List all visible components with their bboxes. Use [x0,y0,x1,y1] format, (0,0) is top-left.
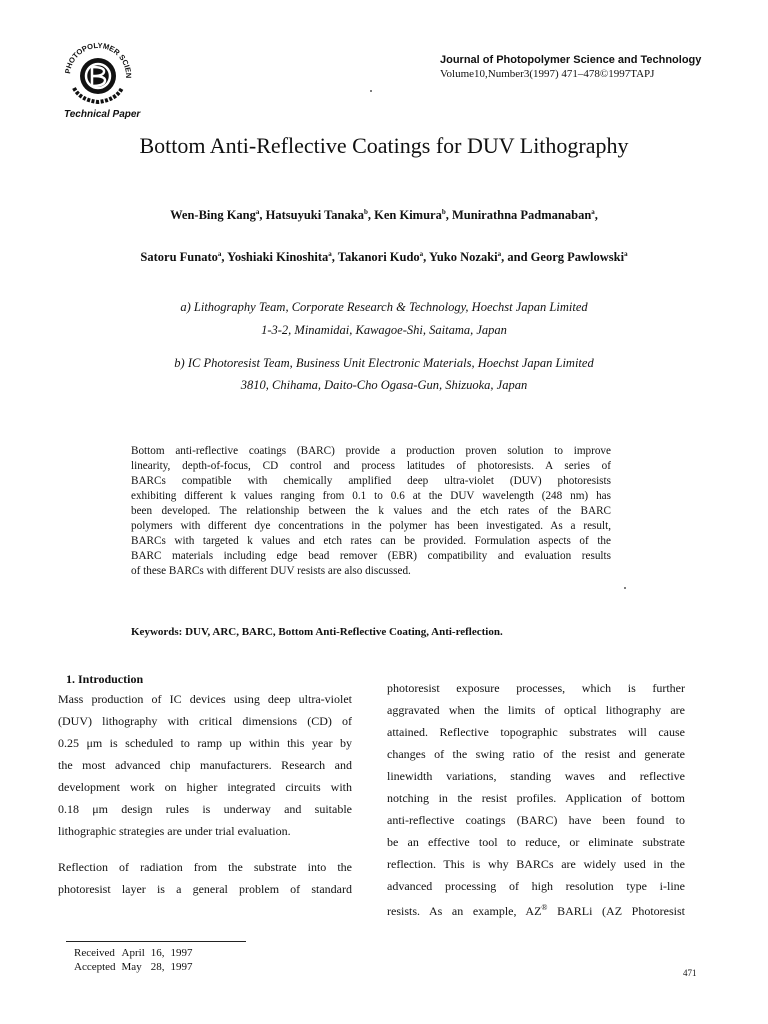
speck [370,90,372,92]
body-line: changes of the swing ratio of the resist and generate [387,747,685,761]
body-line: the most advanced chip manufacturers. Research and [58,758,352,772]
author: Yoshiaki Kinoshita [227,250,329,265]
speck [624,587,626,589]
body-line: 0.25 μm is scheduled to ramp up within this year by [58,736,352,750]
author-affil-sup: a [591,208,595,216]
body-line: Mass production of IC devices using deep ultra-violet [58,692,352,706]
body-line: notching in the resist profiles. Application of bottom [387,791,685,805]
body-line: (DUV) lithography with critical dimensions (CD) of [58,714,352,728]
author-sep: , [423,250,429,265]
author-affil-sup: a [497,250,502,258]
author-sep: , [367,208,375,223]
author: Ken Kimura [374,208,442,223]
svg-text:PHOTOPOLYMER SCIENCE: PHOTOPOLYMER SCIEN [63,40,134,79]
journal-volume: Volume10,Number3(1997) 471–478©1997TAPJ [440,68,655,80]
author-sep: , and [501,250,531,265]
authors-line-2 [0,250,768,265]
authors-line-1 [0,208,768,223]
received-dates [74,946,199,974]
body-line: linewidth variations, standing waves and reflective [387,769,685,783]
body-line: attained. Reflective topographic substrates will cause [387,725,685,739]
keywords: Keywords: DUV, ARC, BARC, Bottom Anti-Reflective Coating, Anti-reflection. [131,626,503,638]
body-text: BARLi (AZ Photoresist [547,904,685,918]
paper-title: Bottom Anti-Reflective Coatings for DUV Lithography [139,133,629,158]
journal-logo [60,40,142,110]
body-line: advanced processing of high resolution type i-line [387,879,685,893]
received-year: 1997 [170,947,193,959]
author: Munirathna Padmanaban [452,208,592,223]
body-text: resists. As an example, AZ [387,904,542,918]
body-line: aggravated when the limits of optical lithography are [387,703,685,717]
body-line: 0.18 μm design rules is underway and suitable [58,802,352,816]
affiliation-a-line-2: 1-3-2, Minamidai, Kawagoe-Shi, Saitama, Japan [261,323,507,337]
author: Takanori Kudo [337,250,420,265]
section-heading: 1. Introduction [66,672,144,686]
author-sep: , [221,250,228,265]
abstract-line: linearity, depth-of-focus, CD control and process latitudes of photoresists. A series of [131,460,611,472]
accepted-year: 1997 [170,961,193,973]
affiliation-a-line-1: a) Lithography Team, Corporate Research & Technology, Hoechst Japan Limited [180,300,588,314]
author-sep: , [259,208,266,223]
body-line: photoresist exposure processes, which is further [387,681,685,695]
affiliation-b-line-2: 3810, Chihama, Daito-Cho Ogasa-Gun, Shizuoka, Japan [240,378,528,392]
abstract-line: been developed. The relationship between the k values and the etch rates of the BARC [131,505,611,517]
accepted-month: May [121,961,142,973]
author-affil-sup: a [624,250,628,258]
received-month: April [121,947,145,959]
abstract-line: BARC materials including edge bead remover (EBR) compatibility and evaluation results [131,550,611,562]
page-number: 471 [683,968,697,978]
abstract [131,444,611,579]
abstract-line: BARCs with targeted k values and etch rates can be provided. Formulation aspects of the [131,535,611,547]
author: Georg Pawlowski [530,250,625,265]
journal-seal-icon [60,40,142,110]
accepted-label: Accepted [74,961,116,973]
abstract-line: Bottom anti-reflective coatings (BARC) provide a production proven solution to improve [131,445,611,457]
body-line: development work on higher integrated circuits with [58,780,352,794]
abstract-line: polymers with different dye concentrations in the polymer has been investigated. As a result, [131,520,611,532]
author: Hatsuyuki Tanaka [265,208,364,223]
accepted-row [74,960,199,974]
paper-type-label: Technical Paper [64,109,141,120]
accepted-day: 28, [150,961,165,973]
received-day: 16, [150,947,165,959]
author-affil-sup: a [419,250,424,258]
author-affil-sup: b [441,208,446,216]
left-column [58,670,352,900]
body-line: Reflection of radiation from the substrate into the [58,860,352,874]
body-line: reflection. This is why BARCs are widely used in the [387,857,685,871]
body-line: anti-reflective coatings (BARC) have been found to [387,813,685,827]
body-line: photoresist layer is a general problem of standard [58,882,352,896]
affiliation-b-line-1: b) IC Photoresist Team, Business Unit Electronic Materials, Hoechst Japan Limited [174,356,594,370]
author-affil-sup: b [363,208,368,216]
received-row [74,946,199,960]
footnote-rule [66,941,246,942]
journal-name: Journal of Photopolymer Science and Technology [440,54,702,66]
author-sep: , [594,208,598,223]
author: Satoru Funato [140,250,218,265]
author-affil-sup: a [217,250,222,258]
author-affil-sup: a [328,250,332,258]
abstract-line: BARCs compatible with chemically amplified deep ultra-violet (DUV) photoresists [131,475,611,487]
registered-mark: ® [541,903,548,912]
author-sep: , [331,250,338,265]
author: Wen-Bing Kang [170,208,256,223]
abstract-line: exhibiting different k values ranging from 0.1 to 0.6 at the DUV wavelength (248 nm) has [131,490,611,502]
journal-header [440,54,710,80]
body-line: lithographic strategies are under trial evaluation. [58,824,291,838]
body-line [387,897,685,922]
right-column [387,677,685,922]
author-sep: , [445,208,452,223]
body-line: be an effective tool to reduce, or eliminate substrate [387,835,685,849]
abstract-line: of these BARCs with different DUV resists are also discussed. [131,565,411,577]
author: Yuko Nozaki [428,250,498,265]
author-affil-sup: a [255,208,260,216]
received-label: Received [74,947,115,959]
